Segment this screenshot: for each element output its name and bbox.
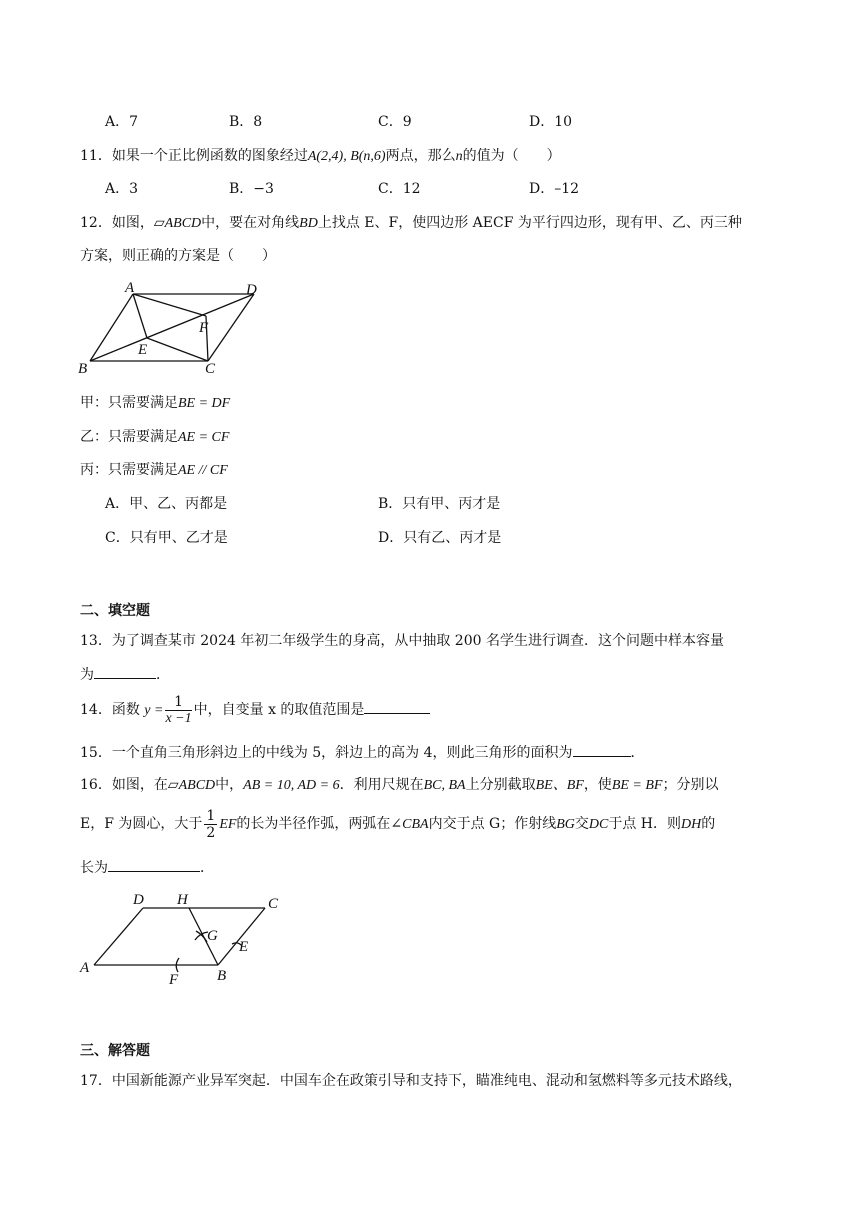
q12-plan-bing-cond: AE // CF — [178, 463, 228, 478]
q16-line3-post: ． — [200, 860, 214, 876]
q12-plan-jia-cond: BE = DF — [178, 396, 231, 411]
q16-side-ad — [94, 908, 143, 965]
q10-option-c: C．9 — [378, 114, 412, 130]
q11-text-mid: 两点，那么 — [385, 148, 456, 164]
q11-option-a: A．3 — [105, 181, 139, 197]
q16-line1-c: 上分别截取 — [465, 777, 536, 793]
q17-number: 17． — [80, 1073, 112, 1089]
q16-cond: AB = 10, AD = 6 — [243, 778, 340, 793]
q16-half-num: 1 — [206, 807, 216, 824]
q16-half-fraction — [204, 808, 217, 841]
q13-number: 13． — [80, 633, 112, 649]
q12-segment-ec — [147, 338, 208, 361]
q15-stem — [80, 742, 645, 763]
q16-line1-b: ．利用尺规在 — [339, 777, 424, 793]
q16-label-e: E — [239, 939, 249, 955]
q16-number: 16． — [80, 777, 112, 793]
q14-fraction — [165, 694, 191, 727]
q12-diagonal-bd — [90, 294, 254, 361]
q12-label-c: C — [205, 361, 216, 377]
q16-dc: DC — [588, 817, 609, 832]
q16-label-h: H — [177, 892, 188, 908]
q16-line1-pre: 如图，在▱ — [111, 777, 179, 793]
q16-line2-d: 交 — [574, 816, 589, 832]
q14-number: 14． — [80, 702, 112, 718]
q15-text-post: ． — [630, 745, 645, 761]
q10-option-b: B．8 — [229, 114, 263, 130]
q14-text-pre: 函数 — [111, 702, 140, 718]
q14-answer-blank[interactable] — [364, 699, 430, 714]
q16-answer-blank[interactable] — [108, 857, 200, 872]
q13-line1-text: 为了调查某市 2024 年初二年级学生的身高，从中抽取 200 名学生进行调查．这个问题中样本容量 — [111, 633, 724, 649]
q16-half-den: 2 — [206, 824, 216, 841]
q13-line1 — [80, 631, 724, 651]
q14-frac-num: 1 — [165, 694, 191, 711]
q12-label-d: D — [246, 282, 257, 298]
q12-stem-line1 — [80, 213, 742, 234]
q16-seg1: BE、BF — [535, 778, 584, 793]
q12-plan-bing-label: 丙：只需要满足 — [80, 462, 178, 478]
q15-answer-blank[interactable] — [573, 742, 631, 757]
q16-angle: ∠CBA — [390, 817, 429, 832]
q12-line1-pre: 如图，▱ — [111, 215, 165, 231]
q14-text-post: 中，自变量 x 的取值范围是 — [193, 702, 365, 718]
q16-line2-e: 于点 H．则 — [608, 816, 682, 832]
q15-number: 15． — [80, 745, 112, 761]
q16-line3 — [80, 857, 214, 878]
q11-stem — [80, 146, 561, 167]
q11-option-c: C．12 — [378, 181, 421, 197]
q13-answer-blank[interactable] — [94, 664, 156, 679]
q12-side-ab — [90, 294, 133, 361]
q16-shape: ABCD — [178, 778, 216, 793]
q16-line2-a: E，F 为圆心，大于 — [80, 816, 203, 832]
q15-text: 一个直角三角形斜边上的中线为 5，斜边上的高为 4，则此三角形的面积为 — [111, 745, 573, 761]
q12-diag: BD — [299, 216, 318, 231]
q12-option-b: B．只有甲、丙才是 — [378, 496, 501, 512]
q16-dh: DH — [681, 817, 702, 832]
q13-line2 — [80, 664, 170, 685]
q16-line1-d: ，使 — [583, 777, 612, 793]
q16-label-f: F — [169, 972, 179, 988]
q16-construction-figure — [75, 888, 295, 988]
q12-plan-yi-cond: AE = CF — [178, 430, 230, 445]
q12-label-e: E — [138, 342, 148, 358]
q16-label-b: B — [217, 968, 227, 984]
q16-line3-pre: 长为 — [80, 860, 108, 876]
q12-label-b: B — [78, 361, 88, 377]
q12-line1-post: 上找点 E、F，使四边形 AECF 为平行四边形，现有甲、乙、丙三种 — [317, 215, 742, 231]
q16-sides: BC, BA — [423, 778, 466, 793]
q16-line2-c: 内交于点 G；作射线 — [428, 816, 557, 832]
q16-ef: EF — [219, 817, 237, 832]
q16-line2 — [80, 806, 715, 843]
q16-line1 — [80, 775, 718, 796]
q16-line1-a: 中， — [215, 777, 244, 793]
q12-line1-mid: 中，要在对角线 — [201, 215, 300, 231]
q17-text: 中国新能源产业异军突起．中国车企在政策引导和支持下，瞄准纯电、混动和氢燃料等多元技术路线， — [111, 1073, 742, 1089]
q11-var: n — [455, 149, 463, 164]
q16-label-d: D — [133, 892, 144, 908]
q16-label-g: G — [207, 928, 218, 944]
q16-line1-e: ；分别以 — [662, 777, 719, 793]
q16-side-bc — [218, 908, 265, 965]
q12-option-c: C．只有甲、乙才是 — [105, 530, 228, 546]
q11-text-pre: 如果一个正比例函数的图象经过 — [111, 148, 308, 164]
q11-number: 11． — [80, 148, 112, 164]
q12-plan-yi — [80, 427, 229, 448]
q16-eq: BE = BF — [611, 778, 663, 793]
q12-shape: ABCD — [164, 216, 202, 231]
q12-segment-ae — [133, 294, 147, 338]
q14-frac-den: x −1 — [165, 710, 192, 726]
q12-stem-line2: 方案，则正确的方案是（ ） — [80, 248, 276, 264]
q12-option-a: A．甲、乙、丙都是 — [105, 496, 228, 512]
q16-line2-f: 的 — [701, 816, 716, 832]
q12-plan-jia-label: 甲：只需要满足 — [80, 395, 178, 411]
q16-line2-b: 的长为半径作弧，两弧在 — [236, 816, 391, 832]
q12-number: 12． — [80, 215, 112, 231]
section-fill-in-title: 二、填空题 — [80, 603, 150, 619]
q12-plan-jia — [80, 393, 230, 414]
q12-label-f: F — [199, 320, 209, 336]
q12-label-a: A — [125, 280, 135, 296]
q10-option-a: A．7 — [105, 114, 139, 130]
q14-stem — [80, 693, 430, 728]
q11-points: A(2,4), B(n,6) — [307, 149, 386, 164]
section-solution-title: 三、解答题 — [80, 1043, 150, 1059]
q12-plan-bing — [80, 460, 228, 481]
q16-label-a: A — [80, 960, 90, 976]
q14-func-lhs: y = — [144, 703, 164, 718]
q11-text-post: 的值为（ ） — [462, 148, 561, 164]
q11-option-d: D．–12 — [529, 181, 580, 197]
q16-bg: BG — [556, 817, 575, 832]
q12-segment-af — [133, 294, 206, 316]
q11-option-b: B．−3 — [229, 181, 274, 197]
q12-parallelogram-figure — [75, 280, 265, 380]
q13-line2-pre: 为 — [80, 667, 94, 683]
q12-plan-yi-label: 乙：只需要满足 — [80, 429, 178, 445]
q16-label-c: C — [268, 896, 279, 912]
q12-option-d: D．只有乙、丙才是 — [378, 530, 502, 546]
q10-option-d: D．10 — [529, 114, 573, 130]
q17-stem — [80, 1071, 742, 1091]
q13-line2-post: ． — [156, 667, 170, 683]
